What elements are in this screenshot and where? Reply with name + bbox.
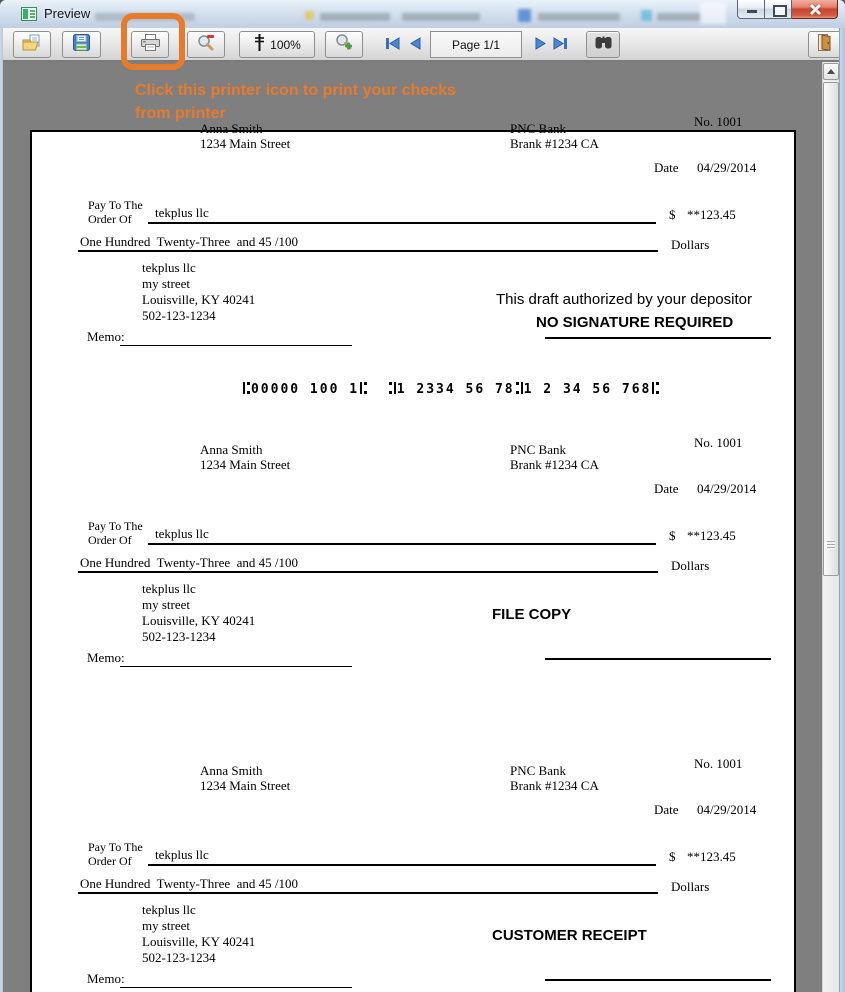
bank-branch: Brank #1234 CA: [510, 778, 599, 793]
date-value: 04/29/2014: [697, 802, 757, 817]
payee-address-3: Louisville, KY 40241: [142, 292, 256, 307]
memo-label: Memo:: [87, 971, 125, 986]
find-button[interactable]: [586, 31, 620, 58]
payee-address-2: my street: [142, 276, 191, 291]
save-icon: [73, 34, 90, 56]
pay-to-line2: Order Of: [88, 533, 132, 547]
annotation-text: Click this printer icon to print your checks from printer: [135, 82, 456, 122]
exit-button[interactable]: [808, 31, 841, 58]
date-label: Date: [654, 481, 679, 496]
payee-name: tekplus llc: [155, 847, 209, 862]
payee-name: tekplus llc: [155, 205, 209, 220]
payer-name: Anna Smith: [200, 763, 263, 778]
memo-label: Memo:: [87, 329, 125, 344]
date-label: Date: [654, 802, 679, 817]
window-left-border: [0, 28, 3, 992]
open-folder-icon: [22, 34, 42, 56]
open-button[interactable]: [13, 31, 51, 58]
check-number: No. 1001: [694, 756, 743, 771]
pay-to-line1: Pay To The: [88, 840, 143, 854]
page-indicator[interactable]: Page 1/1: [430, 31, 522, 58]
signature-line: [545, 337, 771, 339]
check-number: No. 1001: [694, 114, 743, 129]
amount-numeric: **123.45: [687, 849, 736, 864]
scrollbar-grip: [827, 541, 835, 549]
memo-line: [120, 987, 352, 988]
previous-page-button[interactable]: [407, 36, 425, 51]
payee-name: tekplus llc: [155, 526, 209, 541]
binoculars-icon: [595, 36, 612, 54]
zoom-in-button[interactable]: [325, 31, 363, 58]
payer-name: Anna Smith: [200, 442, 263, 457]
zoom-out-button[interactable]: [187, 31, 225, 58]
dollars-label: Dollars: [671, 237, 710, 252]
bank-name: PNC Bank: [510, 121, 566, 136]
printer-icon: [140, 34, 161, 56]
memo-line: [120, 666, 352, 667]
minimize-icon: [747, 10, 757, 13]
maximize-icon: [773, 5, 787, 17]
amount-words: One Hundred Twenty-Three and 45 /100: [80, 555, 298, 570]
scroll-up-icon: [827, 69, 835, 74]
save-button[interactable]: [62, 31, 101, 58]
window-title: Preview: [44, 6, 91, 21]
payer-name: Anna Smith: [200, 121, 263, 136]
memo-line: [120, 345, 352, 346]
scroll-up-button[interactable]: [823, 63, 839, 80]
dollars-label: Dollars: [671, 879, 710, 894]
preview-window: Preview 100% Page 1/1 Click this printer icon to print your checks from printer No. 1001 Anna Smith 1234 Main Street PNC Bank Brank #1234 CA Date 04/29/2014 Pay To The Order Of tekplus llc $ **123.45 One Hundred Twenty-Three and 45 /100 Dollars tekplus llc my street Louisville, KY 40241 502-123-1234 This draft authorized by your depositor NO SIGNATURE REQUIRED Memo: 00000 100 1 1 2334 56 78 1 2 34 56 768 No. 1001 Anna Smith 1234 Main Street PNC Bank Brank #1234 CA Date 04/29/2014 Pay To The Order Of tekplus llc $ **123.45 One Hundred Twenty-Three and 45 /100 Dollars tekplus llc my street Louisville, KY 40241 502-123-1234 FILE COPY Memo: No. 1001 Anna Smith 1234 Main Street PNC Bank Brank #1234 CA Date 04/29/2014 Pay To The Order Of tekplus llc $ **123.45 One Hundred Twenty-Three and 45 /100 Dollars tekplus llc my street Louisville, KY 40241 502-123-1234 CUSTOMER RECEIPT Memo:: [0, 0, 845, 992]
micr-transit-symbol: [388, 382, 397, 394]
vertical-scrollbar[interactable]: [822, 62, 839, 992]
zoom-level-button[interactable]: [239, 31, 315, 58]
pay-to-line2: Order Of: [88, 854, 132, 868]
toolbar: [3, 28, 842, 62]
close-button[interactable]: [792, 0, 838, 19]
exit-door-icon: [816, 34, 833, 56]
amount-numeric: **123.45: [687, 528, 736, 543]
memo-label: Memo:: [87, 650, 125, 665]
payer-street: 1234 Main Street: [200, 457, 291, 472]
payee-underline: [148, 222, 656, 224]
caption-buttons: [737, 0, 838, 20]
bank-branch: Brank #1234 CA: [510, 457, 599, 472]
amount-numeric: **123.45: [687, 207, 736, 222]
date-value: 04/29/2014: [697, 481, 757, 496]
window-right-border: [839, 28, 845, 992]
bank-name: PNC Bank: [510, 763, 566, 778]
payee-address-4: 502-123-1234: [142, 308, 216, 323]
minimize-button[interactable]: [737, 0, 765, 19]
titlebar: [0, 0, 845, 29]
zoom-scale-icon: [253, 34, 266, 56]
payer-street: 1234 Main Street: [200, 778, 291, 793]
dollar-sign: $: [669, 849, 676, 864]
zoom-in-icon: [335, 33, 353, 56]
payee-address-1: tekplus llc: [142, 260, 196, 275]
app-icon: [21, 7, 37, 21]
dollar-sign: $: [669, 528, 676, 543]
maximize-button[interactable]: [765, 0, 792, 19]
first-page-button[interactable]: [384, 36, 402, 51]
zoom-level-label: 100%: [270, 37, 301, 52]
amount-words: One Hundred Twenty-Three and 45 /100: [80, 876, 298, 891]
last-page-button[interactable]: [551, 36, 569, 51]
micr-onus-symbol: [242, 382, 251, 394]
signature-line: [545, 658, 771, 660]
check-number: No. 1001: [694, 435, 743, 450]
no-signature-text: NO SIGNATURE REQUIRED: [536, 314, 734, 331]
zoom-out-icon: [197, 33, 215, 56]
amount-words-underline: [78, 250, 658, 252]
draft-authorized-text: This draft authorized by your depositor: [496, 291, 752, 308]
file-copy-label: FILE COPY: [492, 606, 572, 623]
scrollbar-thumb[interactable]: [823, 82, 839, 576]
signature-line: [545, 979, 771, 981]
print-button[interactable]: [131, 31, 169, 58]
bank-name: PNC Bank: [510, 442, 566, 457]
customer-receipt-label: CUSTOMER RECEIPT: [492, 927, 647, 944]
dollar-sign: $: [669, 207, 676, 222]
pay-to-line1: Pay To The: [88, 519, 143, 533]
bank-branch: Brank #1234 CA: [510, 136, 599, 151]
pay-to-line2: Order Of: [88, 212, 132, 226]
date-label: Date: [654, 160, 679, 175]
payer-street: 1234 Main Street: [200, 136, 291, 151]
date-value: 04/29/2014: [697, 160, 757, 175]
dollars-label: Dollars: [671, 558, 710, 573]
next-page-button[interactable]: [531, 36, 549, 51]
pay-to-line1: Pay To The: [88, 198, 143, 212]
micr-line: 00000 100 1 1 2334 56 78 1 2 34 56 768: [183, 367, 660, 412]
amount-words: One Hundred Twenty-Three and 45 /100: [80, 234, 298, 249]
